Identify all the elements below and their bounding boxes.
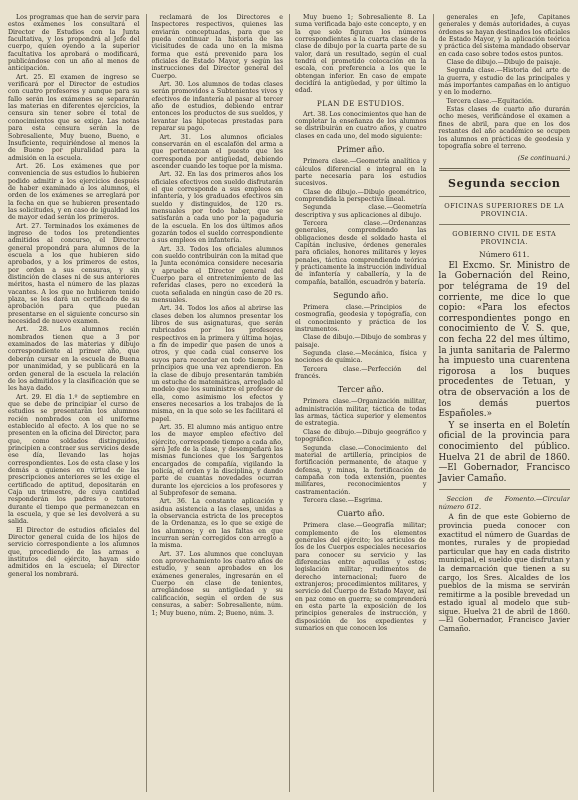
paragraph: A fin de que este Gobierno de provincia pueda conocer con exactitud el número de Guardas de montes, rurales y de propiedad particular que hay en cada distrito municipal, el sueldo que disfrutan y la demarcación que tienen a su cargo, los Sres. Alcaldes de los pueblos de la misma se servirán remitirme a la posible brevedad un estado igual al modelo que sub-sigue. Huelva 21 de abril de 1860.—El Gobernador, Francisco Javier Camaño. — [438, 512, 570, 634]
paragraph: generales en Jefe, Capitanes generales y demás autoridades, a cuyas órdenes se hayan destinados los oficiales de Estado Mayor, y la aplicación teórica y práctica del sistema mandado observar en cada caso sobre todos estos puntos. — [438, 14, 570, 58]
paragraph: Estas clases de cuarto año durarán ocho meses, verificándose el examen a fines de abril, para que en los dos restantes del año académico se ocupen los alumnos en prácticas de geodesia y topografía sobre el terreno. — [438, 106, 570, 150]
paragraph: Art. 36. La constante aplicación y asidua asistencia a las clases, unidas a la observancia estricta de los preceptos de la Ordenanza, es lo que se exige de los alumnos; y en las faltas en que incurran serán corregidos con arreglo a la misma. — [151, 498, 283, 550]
paragraph: Tercera clase.—Equitación. — [446, 97, 534, 105]
paragraph: Tercera clase.—Esgrima. — [303, 496, 383, 504]
paragraph: Segunda clase.—Historia del arte de la guerra, y estudio de las principales y más importantes campañas en lo antiguo y en lo moderno. — [438, 67, 570, 97]
paragraph: Art. 28. Los alumnos recién nombrados tienen que a 3 por examinados de las materias y dibujo correspondiente al primer año, que deberán cursar en la escuela de Buena por unanimidad, y se publicará en la orden general de la escuela la relación de los admitidos y la clasificación que se les haya dado. — [8, 326, 140, 393]
notice-number: Número 611. — [479, 249, 530, 259]
year-heading: Cuarto año. — [336, 509, 385, 519]
paragraph: Primera clase.—Geografía militar; complemento de los elementos generales del ejército; los artículos de los de los Cuerpos especiales necesarios para conocer su servicio y las diferencias entre aquellas y estos; legislación militar; rudimentos de derecho internacional; fuero de extranjeros; procedimientos militares, y servicio del Cuerpo de Estado Mayor, así en paz como en guerra; se comprenderá en esta parte la exposición de los principios generales de instrucción, y disposición de los expedientes y sumarios en que conocen los — [295, 522, 427, 633]
paragraph: Clase de dibujo.—Dibujo de sombras y paisaje. — [295, 334, 427, 349]
paragraph: Primera clase.—Principios de cosmografía, geodesia y topografía, con el conocimiento y práctica de los instrumentos. — [295, 304, 427, 334]
circular-notice — [439, 513, 571, 633]
paragraph: Art. 30. Los alumnos de todas clases serán promovidos a Subtenientes vivos y efectivos de infantería al pasar al tercer año de estudios, debiendo entrar entonces los productos de sus sueldos, y levantar las hipotecas prestadas para reparar su pago. — [151, 81, 283, 133]
column-1 — [8, 14, 140, 792]
paragraph: Art. 34. Todos los años al abrirse las clases deben los alumnos presentar los libros de sus asignaturas, que serán rubricados por los profesores respectivos en la primera y última hojas, a fin de impedir que pasen de unos a otros, y que cada cual conserve los suyos para recordar en todo tiempo los principios que una vez aprendieron. En la clase de dibujo presentarán también un estuche de matemáticas, arreglado al modelo que los suministre el profesor de ella, como asimismo los efectos y enseres necesarios a los trabajos de la misma, en la que solo se les facilitará el papel. — [151, 305, 283, 423]
year-heading: Segundo año. — [333, 291, 389, 300]
paragraph: Art. 38. Los conocimientos que han de completar la enseñanza de los alumnos se distribuirán en cuatro años, y cuatro clases en cada uno, del modo siguiente: — [295, 110, 427, 140]
paragraph: Art. 31. Los alumnos oficiales conservarán en el escalafón del arma a que pertenezcan el puesto que les corresponda por antigüedad, debiendo ascender cuando les toque por la misma. — [151, 133, 283, 170]
paragraph: Muy bueno 1; Sobresaliente 8. La suma verificada bajo este concepto, y en la que solo figuran los números correspondientes a la cuarta clase de la clase de dibujo por la cuarta parte de su valor, dará un resultado, según el cual tendrá el prometido colocación en la escala, con preferencia a los que le obtengan inferior. En caso de empate decidirá la antigüedad, y por último la edad. — [295, 14, 427, 95]
paragraph: Clase de dibujo.—Dibujo geográfico y topográfico. — [295, 428, 427, 444]
column-3 — [289, 14, 427, 792]
paragraph: Art. 32. En las dos primeros años los oficiales efectivos con sueldo disfrutarán el que corresponde a sus empleos en infantería, y los graduados efectivos sin sueldo y distinguidos, de 120 rs. mensuales por todo haber, que se satisfarán a cada uno por la pagaduría de la escuela. En los dos últimos años gozarán todos el sueldo correspondiente a sus empleos en infantería. — [151, 171, 283, 245]
paragraph: reclamará de los Directores e Inspectores respectivos, quienes las enviarán conceptuadas, para que se pueda continuar la historia de las vicisitudes de cada uno en la misma forma que está prevenido para los oficiales de Estado Mayor, y según las instrucciones del Director general del Cuerpo. — [151, 14, 283, 80]
offices-heading: OFICINAS SUPERIORES DE LA PROVINCIA. — [444, 201, 565, 219]
plan-heading: PLAN DE ESTUDIOS. — [316, 98, 405, 108]
paragraph: El Director de estudios oficiales del Director general cuida de los hijos de servicio correspondiente a los alumnos que, procediendo de las armas e institutos del ejército, hayan sido admitidos en la escuela; el Director general los nombrará. — [8, 526, 140, 578]
government-heading: GOBIERNO CIVIL DE ESTA PROVINCIA. — [452, 229, 557, 247]
telegram-notice — [439, 261, 571, 484]
section-divider — [439, 224, 571, 225]
circular-heading: Seccion de Fomento.—Circular número 612. — [438, 495, 570, 512]
column-2 — [146, 14, 284, 792]
paragraph: Art. 33. Todos los oficiales alumnos con sueldo contribuirán con la mitad que la Junta económica considere necesaria y apruebe el Director general del Cuerpo para el entretenimiento de las referidas clases, pero no excederá la cuota señalada en ningún caso de 20 rs. mensuales. — [151, 245, 283, 305]
paragraph: Segunda clase.—Mecánica, física y nociones de química. — [295, 350, 427, 365]
continued-note: (Se continuará.) — [517, 154, 570, 163]
paragraph: Clase de dibujo.—Dibujo geométrico, comprendida la perspectiva lineal. — [295, 188, 427, 203]
paragraph: Primera clase.—Geometría analítica y cálculos diferencial e integral en la parte necesaria para los estudios sucesivos. — [295, 158, 427, 188]
paragraph: Segunda clase.—Geometría descriptiva y sus aplicaciones al dibujo. — [295, 204, 427, 219]
paragraph: Art. 37. Los alumnos que concluyan con aprovechamiento los cuatro años de estudio, y sean aprobados en los exámenes generales, ingresarán en el Cuerpo en clase de tenientes, arreglándose su antigüedad y su calificación, según el orden de sus censuras, a saber: Sobresaliente, núm. 1; Muy bueno, núm. 2; Bueno, núm. 3. — [151, 550, 283, 617]
paragraph: Art. 29. El día 1.º de septiembre en que se debe de principiar el curso de estudios se presentarán los alumnos recién nombrados con el uniforme establecido al efecto. A los que no se presenten en la oficina del Director, para que, como soldados distinguidos, principien a contraer sus servicios desde ese día, llevando las hojas correspondientes. Los de esta clase y los demás a quienes en virtud de las prescripciones anteriores se les exige el certificado de aptitud, depositarán en Caja un trimestre, de cuya cantidad responderán los padres o tutores durante el tiempo que permanezcan en la escuela, y que se les devolverá a su salida. — [8, 393, 140, 526]
section-divider — [439, 196, 571, 197]
year-heading: Tercer año. — [337, 385, 384, 395]
paragraph: Art. 35. El alumno más antiguo entre los de mayor empleo efectivo del ejército, corresponde tiempo a cada año, será Jefe de la clase, y desempeñará las mismas funciones que los Sargentos encargados de compañía, vigilando la policía, el orden y la disciplina, y dando parte de cuantas novedades ocurran durante los ejercicios a los profesores y al Subprofesor de semana. — [151, 423, 283, 497]
paragraph: Tercera clase.—Perfección del francés. — [295, 365, 427, 381]
paragraph: Art. 27. Terminados los exámenes de ingreso de todos los pretendientes admitidos al concurso, el Director general propondrá para alumnos de la escuela a los que hubieren sido aprobados, y a los primeros de estos, por orden a sus censuras, y sin distinción de clases ni de sus anteriores méritos, hasta el número de las plazas vacantes. A los que no hubieren tenido plaza, se les dará un certificado de su aprobación para que puedan presentarse en el siguiente concurso sin necesidad de nuevo examen. — [8, 222, 140, 326]
paragraph: Los programas que han de servir para estos exámenes los consultará el Director de Estudios con la Junta facultativa, y los propondrá al Jefe del cuerpo, quien oyendo a la superior facultativa los aprobará o modificará, publicándose con un año al menos de anticipación. — [8, 14, 140, 73]
paragraph: Primera clase.—Organización militar, administración militar, táctica de todas las armas, táctica superior y elementos de estrategia. — [295, 398, 427, 428]
paragraph: Art. 25. El examen de ingreso se verificará por el Director de estudios con cuatro profesores y aunque para su fallo serán los exámenes se separarán las materias en diferentes ejercicios, la censura sin tener sobre el total de conocimientos que se exige. Las notas para esta censura serán la de Sobresaliente, Muy bueno, Bueno, e Insuficiente, requiriéndose al menos la de Bueno por pluralidad para la admisión en la escuela. — [8, 73, 140, 162]
year-heading: Primer año. — [336, 145, 385, 155]
section-title: Segunda seccion — [448, 176, 561, 190]
paragraph: Segunda clase.—Conocimiento del material de artillería, principios de fortificación permanente, de ataque y defensa, y minas, la fortificación de campaña con toda extensión, puentes militares, reconocimientos y castramentación. — [295, 444, 427, 496]
paragraph: Art. 26. Los exámenes que por conveniencia de sus estudios lo hubieren podido admitir a los ejercicios después de haber examinado a los alumnos, el orden de los exámenes se arreglará por la fecha en que se hubieren presentado las solicitudes, y en caso de igualdad los de mayor edad serán los primeros. — [8, 162, 140, 222]
column-4 — [433, 14, 571, 792]
section-divider — [439, 489, 571, 490]
paragraph: Clase de dibujo.—Dibujo de paisaje. — [446, 59, 561, 67]
paragraph: El Excmo. Sr. Ministro de la Gobernación del Reino, por telégrama de 19 del corriente, me dice lo que copio: «Para los efectos correspondientes pongo en conocimiento de V. S. que, con fecha 22 del mes último, la junta sanitaria de Palermo ha impuesto una cuarentena rigorosa a los buques procedentes de Tetuan, y otra de observación a los de los demás puertos Españoles.» — [438, 260, 570, 420]
paragraph: Y se inserta en el Boletín oficial de la provincia para conocimiento del público. Huelva 21 de abril de 1860.—El Gobernador, Francisco Javier Camaño. — [438, 420, 570, 484]
paragraph: Tercera clase.—Ordenanzas generales, comprendiendo las obligaciones desde el soldado hasta el Capitán inclusive, órdenes generales para oficiales, honores militares y leyes penales, táctica comprendiendo teórica y prácticamente la instrucción individual de infantería y caballería, y la de compañía, batallón, escuadrón y batería. — [295, 219, 427, 286]
section-divider — [439, 168, 571, 171]
